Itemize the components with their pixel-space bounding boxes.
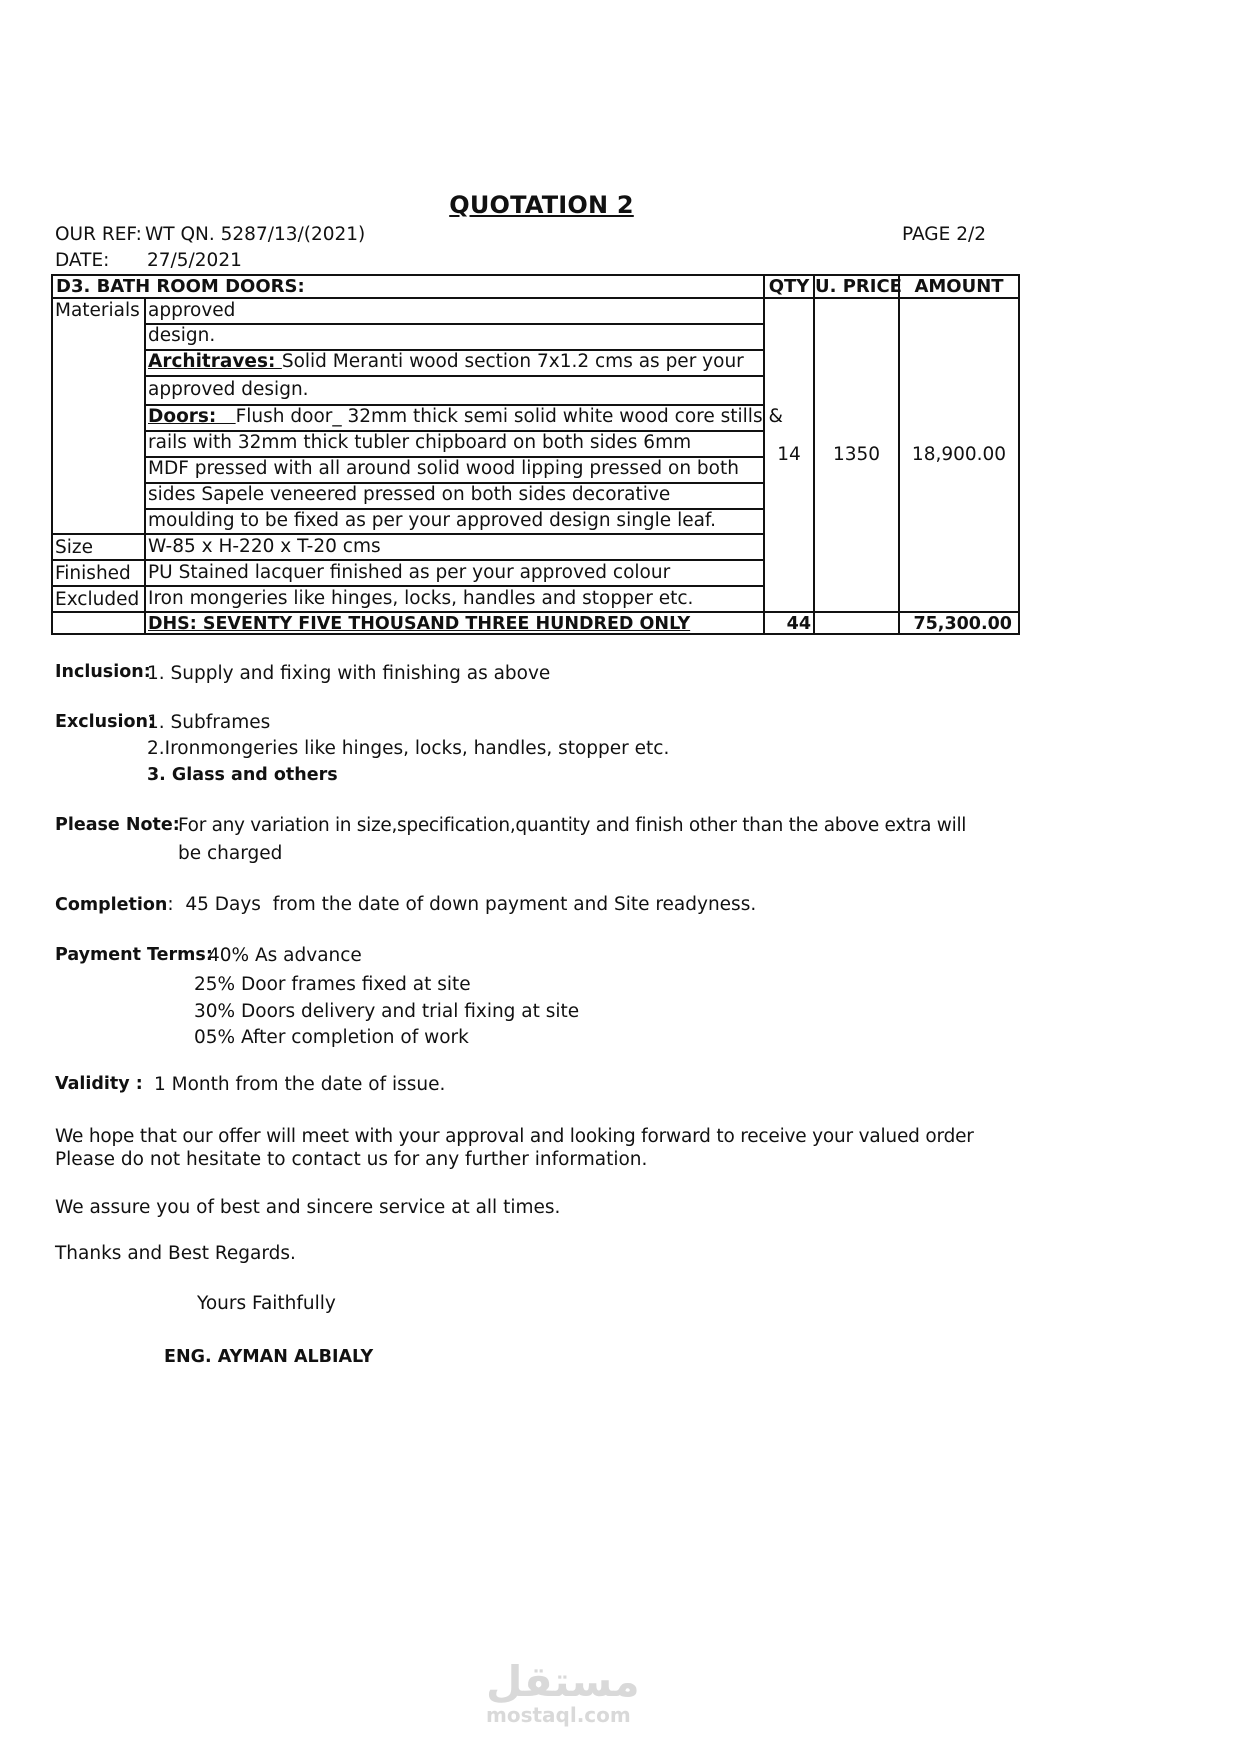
payment-item: 40% As advance (208, 945, 362, 966)
materials-line-text: rails with 32mm thick tubler chipboard on both sides 6mm (148, 432, 692, 453)
quotation-table (51, 274, 1020, 635)
exclusion-item: 3. Glass and others (147, 765, 338, 785)
excluded-value: Iron mongeries like hinges, locks, handles and stopper etc. (148, 588, 694, 609)
total-amount: 75,300.00 (913, 614, 1012, 634)
inclusion-item: 1. Supply and fixing with finishing as above (147, 663, 551, 684)
materials-line (148, 350, 744, 374)
item-qty: 14 (777, 444, 801, 465)
closing-line: We hope that our offer will meet with your approval and looking forward to receive your valued order (55, 1126, 974, 1147)
regards-line: Thanks and Best Regards. (55, 1243, 296, 1264)
materials-line-text: Flush door_ 32mm thick semi solid white wood core stills & (235, 406, 783, 427)
payment-item: 25% Door frames fixed at site (194, 974, 471, 995)
table-divider (144, 323, 765, 325)
watermark (486, 1657, 640, 1727)
note-line: For any variation in size,specification,quantity and finish other than the above extra will (178, 815, 967, 836)
exclusion-label: Exclusion: (55, 712, 155, 732)
closing-line: Please do not hesitate to contact us for any further information. (55, 1149, 648, 1170)
exclusion-item: 2.Ironmongeries like hinges, locks, handles, stopper etc. (147, 738, 670, 759)
materials-line (148, 483, 670, 507)
assurance-line: We assure you of best and sincere service at all times. (55, 1197, 561, 1218)
materials-line (148, 299, 235, 323)
section-title: D3. BATH ROOM DOORS: (56, 276, 305, 297)
header-unit-price: U. PRICE (815, 276, 902, 297)
validity-value: 1 Month from the date of issue. (154, 1074, 446, 1095)
materials-line-text: approved (148, 300, 236, 321)
item-unit-price: 1350 (832, 444, 881, 465)
size-label: Size (55, 537, 93, 558)
completion (55, 894, 756, 915)
item-amount: 18,900.00 (911, 444, 1007, 465)
header-qty: QTY (768, 276, 810, 297)
materials-line (148, 378, 309, 402)
date-value: 27/5/2021 (147, 250, 242, 271)
materials-line-text: approved design. (148, 379, 309, 400)
materials-label: Materials (55, 300, 140, 321)
note-label: Please Note: (55, 815, 180, 835)
size-value: W-85 x H-220 x T-20 cms (148, 536, 381, 557)
completion-value: : 45 Days from the date of down payment and Site readyness. (167, 894, 757, 915)
ref-value: WT QN. 5287/13/(2021) (145, 224, 366, 245)
note-line: be charged (178, 843, 283, 864)
payment-item: 05% After completion of work (194, 1027, 469, 1048)
watermark-logo-latin: mostaql.com (486, 1703, 631, 1727)
signatory-name: ENG. AYMAN ALBIALY (164, 1347, 374, 1367)
table-divider (144, 375, 765, 377)
validity-label: Validity : (55, 1074, 143, 1094)
completion-label: Completion (55, 895, 168, 915)
yours-faithfully: Yours Faithfully (197, 1293, 336, 1314)
materials-line (148, 509, 716, 533)
table-divider (144, 297, 146, 633)
payment-item: 30% Doors delivery and trial fixing at site (194, 1001, 580, 1022)
finished-label: Finished (55, 563, 131, 584)
ref-label: OUR REF: (55, 224, 142, 245)
payment-label: Payment Terms: (55, 945, 213, 965)
materials-line (148, 324, 215, 348)
materials-line-text: moulding to be fixed as per your approved design single leaf. (148, 510, 716, 531)
materials-line (148, 431, 691, 455)
total-in-words: DHS: SEVENTY FIVE THOUSAND THREE HUNDRED ONLY (148, 614, 691, 634)
materials-line-heading: Architraves: (148, 351, 282, 372)
watermark-logo-arabic: مستقل (486, 1657, 640, 1706)
materials-line-text: design. (148, 325, 216, 346)
excluded-label: Excluded (55, 589, 140, 610)
exclusion-item: 1. Subframes (147, 712, 271, 733)
materials-line-text: sides Sapele veneered pressed on both sides decorative (148, 484, 671, 505)
materials-line (148, 405, 783, 429)
finished-value: PU Stained lacquer finished as per your approved colour (148, 562, 671, 583)
materials-line-text: MDF pressed with all around solid wood lipping pressed on both (148, 458, 739, 479)
inclusion-label: Inclusion: (55, 662, 151, 682)
total-qty: 44 (786, 614, 811, 634)
materials-line-text: Solid Meranti wood section 7x1.2 cms as per your (281, 351, 744, 372)
document-title: QUOTATION 2 (449, 191, 634, 219)
header-amount: AMOUNT (914, 276, 1004, 297)
materials-line (148, 457, 739, 481)
materials-line-heading: Doors: (148, 406, 236, 427)
date-label: DATE: (55, 250, 110, 271)
page-number: PAGE 2/2 (902, 224, 986, 245)
